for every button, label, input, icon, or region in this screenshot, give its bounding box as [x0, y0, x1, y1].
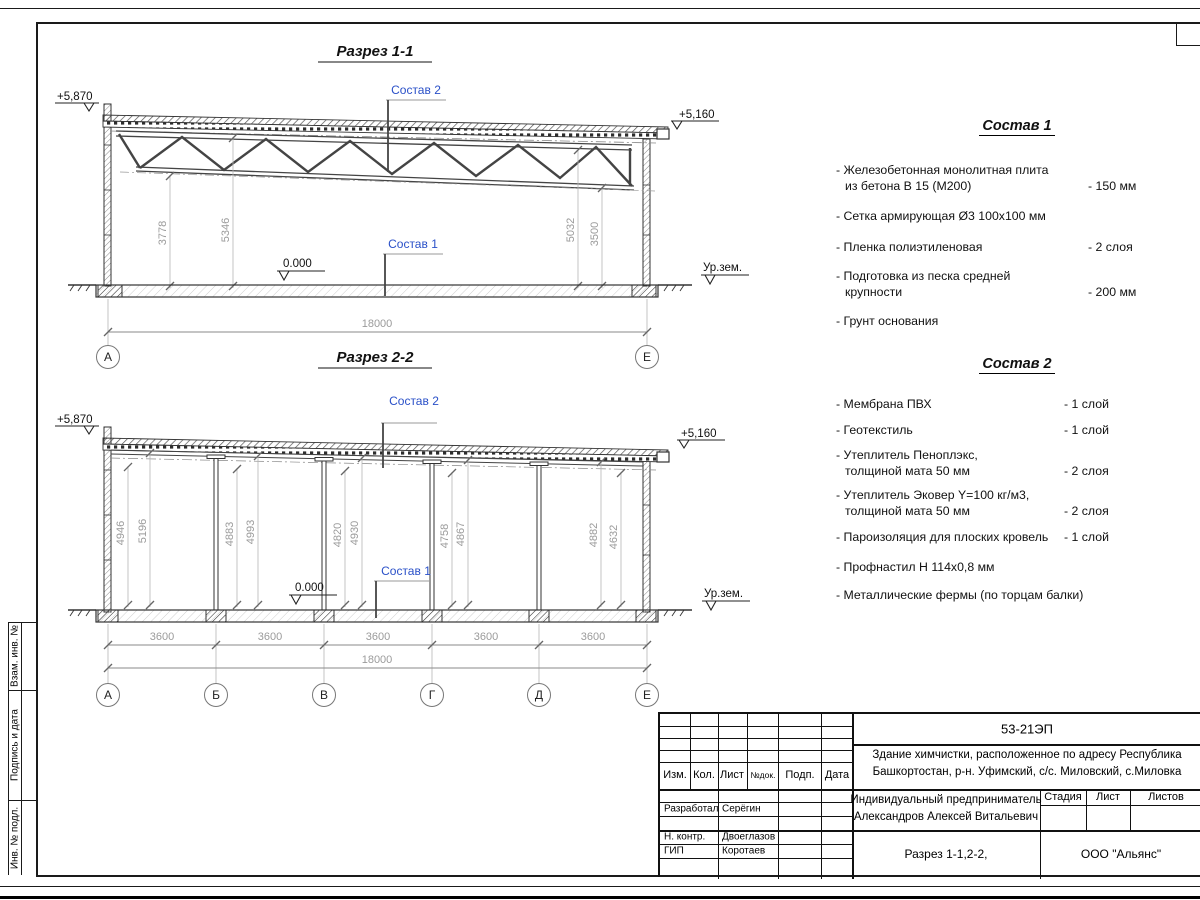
tb-object-line1: Здание химчистки, расположенное по адресу Республика [872, 749, 1182, 761]
composition-1-list [836, 118, 1198, 329]
axis-bubble-a1: А [103, 350, 113, 364]
axis-bubble-v2: В [319, 688, 329, 702]
list-item: - Мембрана ПВХ - 1 слой [836, 397, 1109, 411]
tb-header-podp: Подп. [785, 769, 815, 781]
list-item: - Пленка полиэтиленовая - 2 слоя [836, 240, 1133, 254]
tb-header-list: Лист [720, 769, 744, 781]
list-item: - Сетка армирующая Ø3 100х100 мм [836, 209, 1046, 223]
dim-4883: 4883 [224, 521, 236, 547]
axis-bubble-e2: Е [642, 688, 652, 702]
elev-right-label: +5,160 [679, 109, 715, 121]
list-item: - Утеплитель Пеноплэкс, толщиной мата 50 мм - 2 слоя [836, 448, 1109, 478]
tb-company: ООО "Альянс" [1080, 847, 1162, 861]
tb-name-gip: Коротаев [722, 845, 766, 857]
tb-header-ndok: №док. [750, 770, 776, 780]
ground-label-2: Ур.зем. [704, 588, 744, 600]
section-1-1 [55, 43, 749, 369]
tb-role-ncontr: Н. контр. [664, 831, 706, 843]
axis-bubble-b2: Б [212, 688, 220, 702]
elev-left-label: +5,870 [57, 91, 93, 103]
section-2-title: Разрез 2-2 [336, 349, 414, 366]
elev-right-label-2: +5,160 [681, 428, 717, 440]
list-item: - Пароизоляция для плоских кровель - 1 слой [836, 530, 1109, 544]
sidebar-label-vzam: Взам. инв. № [9, 625, 21, 687]
callout-sostav2-2: Состав 2 [389, 394, 439, 408]
list-item: - Железобетонная монолитная плита из бетона В 15 (М200) - 150 мм [836, 163, 1137, 193]
section-1-title: Разрез 1-1 [336, 43, 414, 60]
composition-1-title: Состав 1 [836, 118, 1198, 134]
dim-4946: 4946 [115, 520, 127, 546]
zero-mark-label: 0.000 [283, 258, 312, 270]
axis-bubble-a2: А [103, 688, 113, 702]
floor-slab-2 [68, 610, 692, 622]
dim-3600-3: 3600 [365, 631, 391, 643]
dim-4820: 4820 [332, 522, 344, 548]
list-item: - Металлические фермы (по торцам балки) [836, 588, 1084, 602]
dim-3600-4: 3600 [473, 631, 499, 643]
tb-client-line1: Индивидуальный предприниматель [850, 794, 1042, 806]
tb-sheet-title: Разрез 1-1,2-2, [904, 847, 988, 861]
callouts-2 [374, 394, 439, 618]
list-item: - Грунт основания [836, 314, 939, 328]
tb-header-izm: Изм. [663, 769, 687, 781]
list-item: - Утеплитель Эковер Y=100 кг/м3, толщиной мата 50 мм - 2 слоя [836, 488, 1109, 518]
tb-name-ncontr: Двоеглазов [722, 831, 776, 843]
tb-role-gip: ГИП [664, 845, 684, 857]
dim-total-2: 18000 [361, 654, 393, 666]
tb-role-developer: Разработал [664, 803, 719, 815]
roof-end-cap-2 [657, 452, 669, 462]
callout-sostav2: Состав 2 [391, 83, 441, 97]
tb-object-line2: Башкортостан, р-н. Уфимский, с/с. Миловский, с.Миловка [872, 766, 1182, 778]
wall-left-2 [104, 427, 111, 612]
dim-5346: 5346 [220, 217, 232, 243]
axis-bubble-d2: Д [534, 688, 544, 702]
dim-5032: 5032 [565, 217, 577, 243]
dim-4758: 4758 [439, 523, 451, 549]
composition-2-list [836, 356, 1198, 603]
tb-header-data: Дата [824, 769, 850, 781]
dim-3600-1: 3600 [149, 631, 175, 643]
dim-5196: 5196 [137, 518, 149, 544]
dim-4867: 4867 [455, 521, 467, 547]
ground-label: Ур.зем. [703, 262, 743, 274]
wall-right [643, 139, 650, 286]
tb-name-developer: Серёгин [722, 803, 761, 815]
dim-4882: 4882 [588, 522, 600, 548]
dim-4993: 4993 [245, 519, 257, 545]
dim-3600-2: 3600 [257, 631, 283, 643]
dim-3600-5: 3600 [580, 631, 606, 643]
callout-sostav1: Состав 1 [388, 237, 438, 251]
truss [116, 131, 655, 191]
section-2-2 [55, 349, 750, 707]
list-item: - Геотекстиль - 1 слой [836, 423, 1109, 437]
wall-right-2 [643, 459, 650, 612]
axis-bubble-g2: Г [428, 688, 436, 702]
title-block [658, 712, 1200, 877]
section-2-bottom-dims [97, 624, 659, 707]
zero-mark-label-2: 0.000 [295, 582, 324, 594]
tb-doc-number: 53-21ЭП [1001, 721, 1053, 737]
wall-left [104, 104, 111, 286]
elev-left-label-2: +5,870 [57, 414, 93, 426]
sidebar-label-inv: Инв. № подл. [9, 806, 21, 870]
tb-header-sheet: Лист [1096, 791, 1120, 803]
section-2-bay-dims [115, 449, 625, 609]
callout-sostav1-2: Состав 1 [381, 564, 431, 578]
tb-client-line2: Александров Алексей Витальевич [853, 811, 1039, 823]
dim-4632: 4632 [608, 524, 620, 550]
dim-3500: 3500 [589, 221, 601, 247]
tb-header-kol: Кол. [693, 769, 715, 781]
tb-header-sheets: Листов [1148, 791, 1184, 803]
sidebar-label-podpis: Подпись и дата [9, 709, 21, 781]
floor-slab [68, 285, 692, 297]
axis-bubble-e1: Е [642, 350, 652, 364]
section-1-dims [157, 134, 606, 290]
tb-header-stage: Стадия [1044, 791, 1082, 803]
list-item: - Подготовка из песка средней крупности - 200 мм [836, 269, 1137, 299]
dim-4930: 4930 [349, 520, 361, 546]
composition-2-title: Состав 2 [836, 356, 1198, 372]
dim-total-1: 18000 [361, 318, 393, 330]
roof-end-cap [657, 129, 669, 139]
list-item: - Профнастил Н 114х0,8 мм [836, 560, 995, 574]
dim-3778: 3778 [157, 220, 169, 246]
callouts-1 [383, 83, 446, 296]
